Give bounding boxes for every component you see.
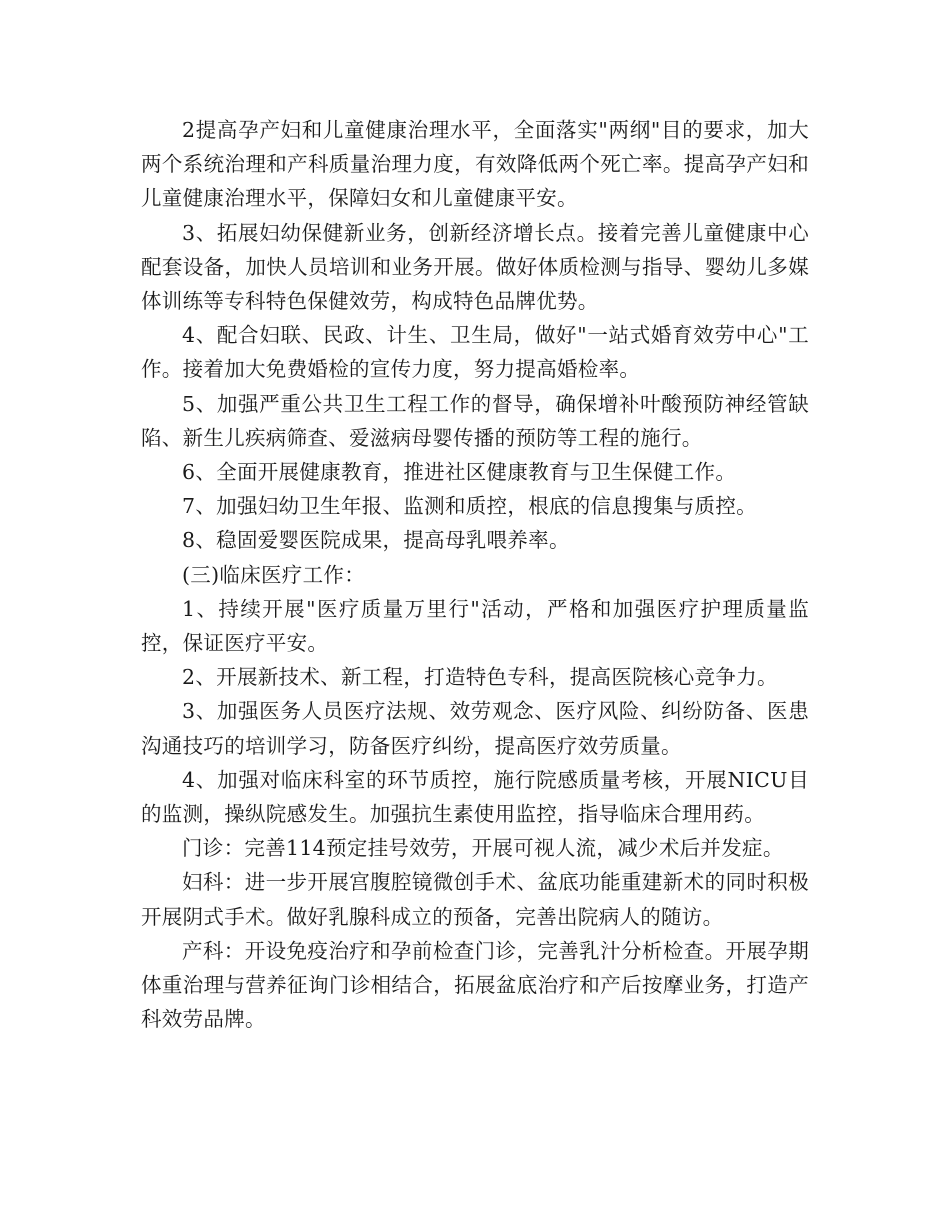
paragraph-new-technology: 2、开展新技术、新工程，打造特色专科，提高医院核心竞争力。 bbox=[182, 665, 778, 690]
section-heading-clinical: (三)临床医疗工作： bbox=[182, 562, 365, 587]
paragraph-staff-training: 3、加强医务人员医疗法规、效劳观念、医疗风险、纠纷防备、医患沟通技巧的培训学习，防备医疗纠纷，提高医疗效劳质量。 bbox=[141, 699, 809, 758]
paragraph-quality-campaign: 1、持续开展"医疗质量万里行"活动，严格和加强医疗护理质量监控，保证医疗平安。 bbox=[141, 596, 809, 656]
paragraph-outpatient: 门诊：完善114预定挂号效劳，开展可视人流，减少术后并发症。 bbox=[182, 836, 784, 861]
paragraph-public-health: 5、加强严重公共卫生工程工作的督导，确保增补叶酸预防神经管缺陷、新生儿疾病筛查、爱滋病母婴传播的预防等工程的施行。 bbox=[141, 391, 809, 450]
paragraph-gynecology: 妇科：进一步开展宫腹腔镜微创手术、盆底功能重建新术的同时积极开展阴式手术。做好乳腺科成立的预备，完善出院病人的随访。 bbox=[141, 870, 809, 929]
paragraph-infection-control: 4、加强对临床科室的环节质控，施行院感质量考核，开展NICU目的监测，操纵院感发生。加强抗生素使用监控，指导临床合理用药。 bbox=[141, 767, 809, 827]
paragraph-annual-report: 7、加强妇幼卫生年报、监测和质控，根底的信息搜集与质控。 bbox=[182, 494, 757, 519]
paragraph-new-business: 3、拓展妇幼保健新业务，创新经济增长点。接着完善儿童健康中心配套设备，加快人员培训和业务开展。做好体质检测与指导、婴幼儿多媒体训练等专科特色保健效劳，构成特色品牌优势。 bbox=[141, 220, 809, 314]
paragraph-baby-friendly: 8、稳固爱婴医院成果，提高母乳喂养率。 bbox=[182, 528, 570, 553]
document-body bbox=[141, 113, 809, 1036]
paragraph-marriage-service: 4、配合妇联、民政、计生、卫生局，做好"一站式婚育效劳中心"工作。接着加大免费婚检的宣传力度，努力提高婚检率。 bbox=[141, 323, 809, 382]
paragraph-obstetrics: 产科：开设免疫治疗和孕前检查门诊，完善乳汁分析检查。开展孕期体重治理与营养征询门诊相结合，拓展盆底治疗和产后按摩业务，打造产科效劳品牌。 bbox=[141, 938, 809, 1032]
paragraph-health-education: 6、全面开展健康教育，推进社区健康教育与卫生保健工作。 bbox=[182, 460, 737, 485]
paragraph-maternal-child-health: 2提高孕产妇和儿童健康治理水平，全面落实"两纲"目的要求，加大两个系统治理和产科质量治理力度，有效降低两个死亡率。提高孕产妇和儿童健康治理水平，保障妇女和儿童健康平安。 bbox=[141, 118, 809, 211]
